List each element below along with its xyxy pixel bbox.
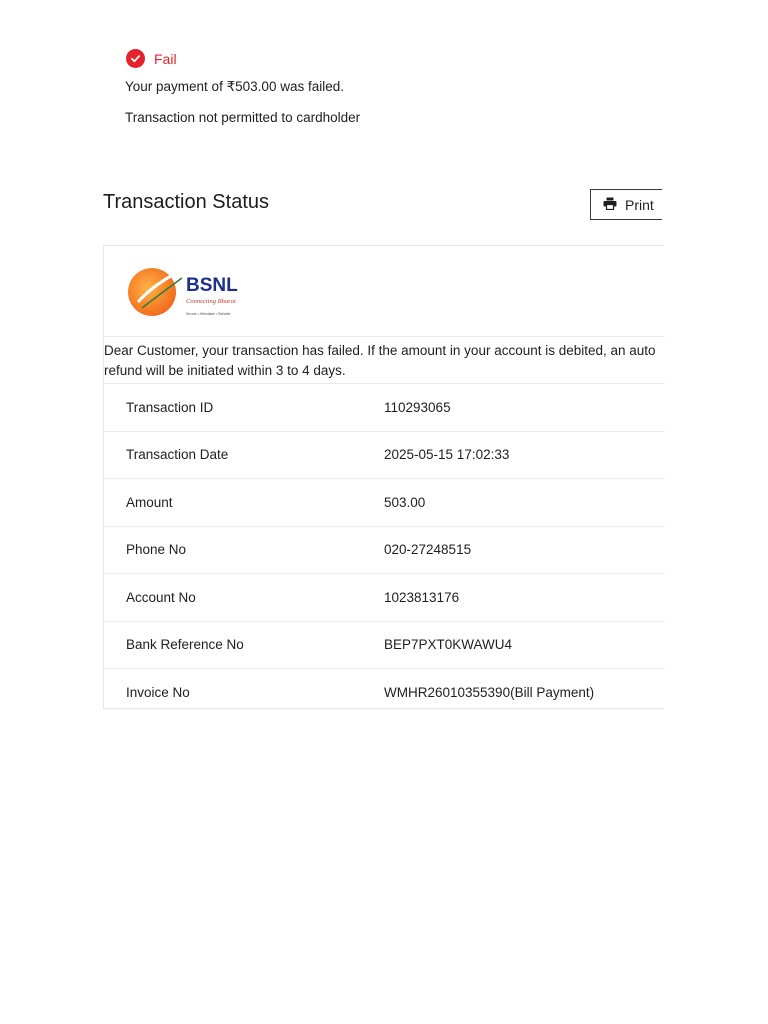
bsnl-logo <box>126 264 238 320</box>
table-row <box>104 526 665 574</box>
table-row <box>104 478 665 526</box>
status-message: Your payment of ₹503.00 was failed. <box>125 79 344 94</box>
logo-area <box>104 246 665 337</box>
row-label: Account No <box>126 589 196 605</box>
table-row <box>104 573 665 621</box>
row-value: WMHR26010355390(Bill Payment) <box>384 684 595 700</box>
table-row <box>104 668 665 716</box>
row-value: 1023813176 <box>384 589 460 605</box>
row-value: 2025-05-15 17:02:33 <box>384 447 510 463</box>
print-button[interactable] <box>590 189 662 220</box>
status-reason: Transaction not permitted to cardholder <box>125 110 361 125</box>
print-label: Print <box>625 196 654 213</box>
page-title: Transaction Status <box>103 191 270 213</box>
table-row <box>104 621 665 669</box>
check-circle-icon <box>126 49 145 68</box>
svg-text:BSNL: BSNL <box>186 275 238 296</box>
svg-text:Connecting Bharat: Connecting Bharat <box>186 298 236 305</box>
transaction-card <box>103 245 664 709</box>
table-row <box>104 383 665 431</box>
row-label: Amount <box>126 494 173 510</box>
row-label: Invoice No <box>126 684 190 700</box>
status-label: Fail <box>154 50 177 67</box>
row-label: Transaction Date <box>126 447 229 463</box>
row-label: Transaction ID <box>126 399 214 415</box>
row-label: Bank Reference No <box>126 637 244 653</box>
printer-icon <box>603 197 617 213</box>
row-value: 110293065 <box>384 399 451 415</box>
refund-notice: Dear Customer, your transaction has failed. If the amount in your account is debited, an auto refund will be initiated within 3 to 4 days. <box>104 343 656 378</box>
status-indicator <box>126 49 177 68</box>
row-value: 503.00 <box>384 494 426 510</box>
row-value: BEP7PXT0KWAWU4 <box>384 637 513 653</box>
table-row <box>104 431 665 479</box>
svg-text:Secure • Affordable • Reliable: Secure • Affordable • Reliable <box>186 312 231 316</box>
details-table <box>104 383 665 716</box>
row-value: 020-27248515 <box>384 542 472 558</box>
row-label: Phone No <box>126 542 187 558</box>
